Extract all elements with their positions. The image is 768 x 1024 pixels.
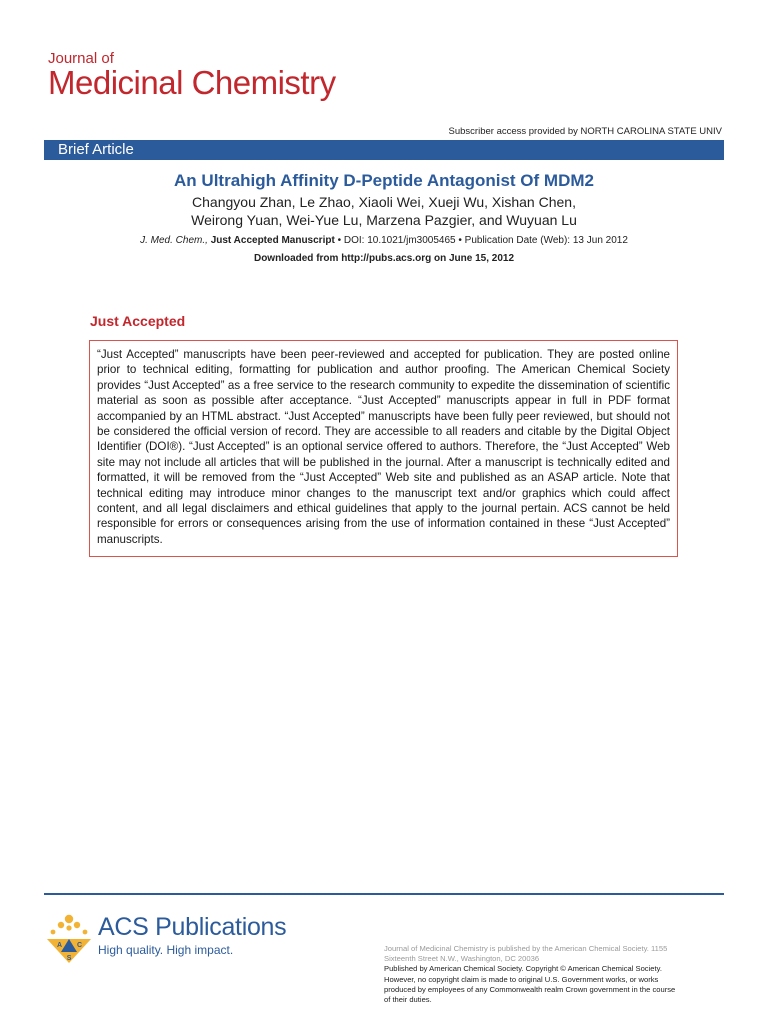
just-accepted-box (89, 340, 678, 557)
acs-logo-icon (44, 913, 94, 965)
section-bar (44, 140, 724, 160)
notice-line-2: Sixteenth Street N.W., Washington, DC 20036 (384, 954, 540, 964)
citation-details: • DOI: 10.1021/jm3005465 • Publication Date (Web): 13 Jun 2012 (334, 235, 628, 246)
article-title: An Ultrahigh Affinity D-Peptide Antagonist Of MDM2 (174, 171, 594, 190)
author-line-2: Weirong Yuan, Wei-Yue Lu, Marzena Pazgier, and Wuyuan Lu (191, 212, 577, 228)
acs-tagline: High quality. High impact. (98, 943, 234, 957)
subscriber-access-note: Subscriber access provided by NORTH CAROLINA STATE UNIV (448, 126, 722, 137)
logo-letter-s: S (66, 955, 72, 962)
notice-line-4: However, no copyright claim is made to original U.S. Government works, or works (384, 974, 659, 984)
notice-line-6: of their duties. (384, 995, 432, 1005)
journal-name: Medicinal Chemistry (48, 64, 336, 101)
author-line-1: Changyou Zhan, Le Zhao, Xiaoli Wei, Xueji Wu, Xishan Chen, (192, 194, 576, 210)
section-label: Brief Article (58, 141, 134, 158)
logo-letter-c: C (77, 942, 83, 949)
journal-logo (48, 50, 336, 101)
notice-line-5: produced by employees of any Commonwealth realm Crown government in the course (384, 984, 676, 994)
notice-line-1: Journal of Medicinal Chemistry is published by the American Chemical Society. 1155 (384, 944, 668, 953)
download-note: Downloaded from http://pubs.acs.org on June 15, 2012 (253, 253, 515, 264)
citation-journal: J. Med. Chem., (140, 235, 208, 246)
notice-line-3: Published by American Chemical Society. Copyright © American Chemical Society. (384, 964, 662, 974)
logo-letter-a: A (57, 942, 63, 949)
acs-publications-brand: ACS Publications (98, 913, 287, 941)
publisher-notice (384, 944, 724, 1005)
author-list (0, 193, 768, 229)
footer-divider (44, 893, 724, 895)
citation-line (0, 235, 768, 246)
just-accepted-heading: Just Accepted (90, 313, 186, 329)
just-accepted-text: “Just Accepted” manuscripts have been peer-reviewed and accepted for publication. They are posted online prior to technical editing, formatting for publication and author proofing. The American Chemical Society provides “Just Accepted” as a free service to the research community to expedite the dissemination of scientific material as soon as possible after acceptance. “Just Accepted” manuscripts appear in full in PDF format accompanied by an HTML abstract. “Just Accepted” manuscripts have been fully peer reviewed, but should not be considered the official version of record. They are accessible to all readers and citable by the Digital Object Identifier (DOI®). “Just Accepted” is an optional service offered to authors. Therefore, the “Just Accepted” Web site may not include all articles that will be published in the journal. After a manuscript is technically edited and formatted, it will be removed from the “Just Accepted” Web site and published as an ASAP article. Note that technical editing may introduce minor changes to the manuscript text and/or graphics which could affect content, and all legal disclaimers and ethical guidelines that apply to the journal pertain. ACS cannot be held responsible for errors or consequences arising from the use of information contained in these “Just Accepted” manuscripts. (97, 348, 670, 546)
citation-status: Just Accepted Manuscript (210, 235, 335, 246)
journal-of-text: Journal of (48, 50, 114, 67)
